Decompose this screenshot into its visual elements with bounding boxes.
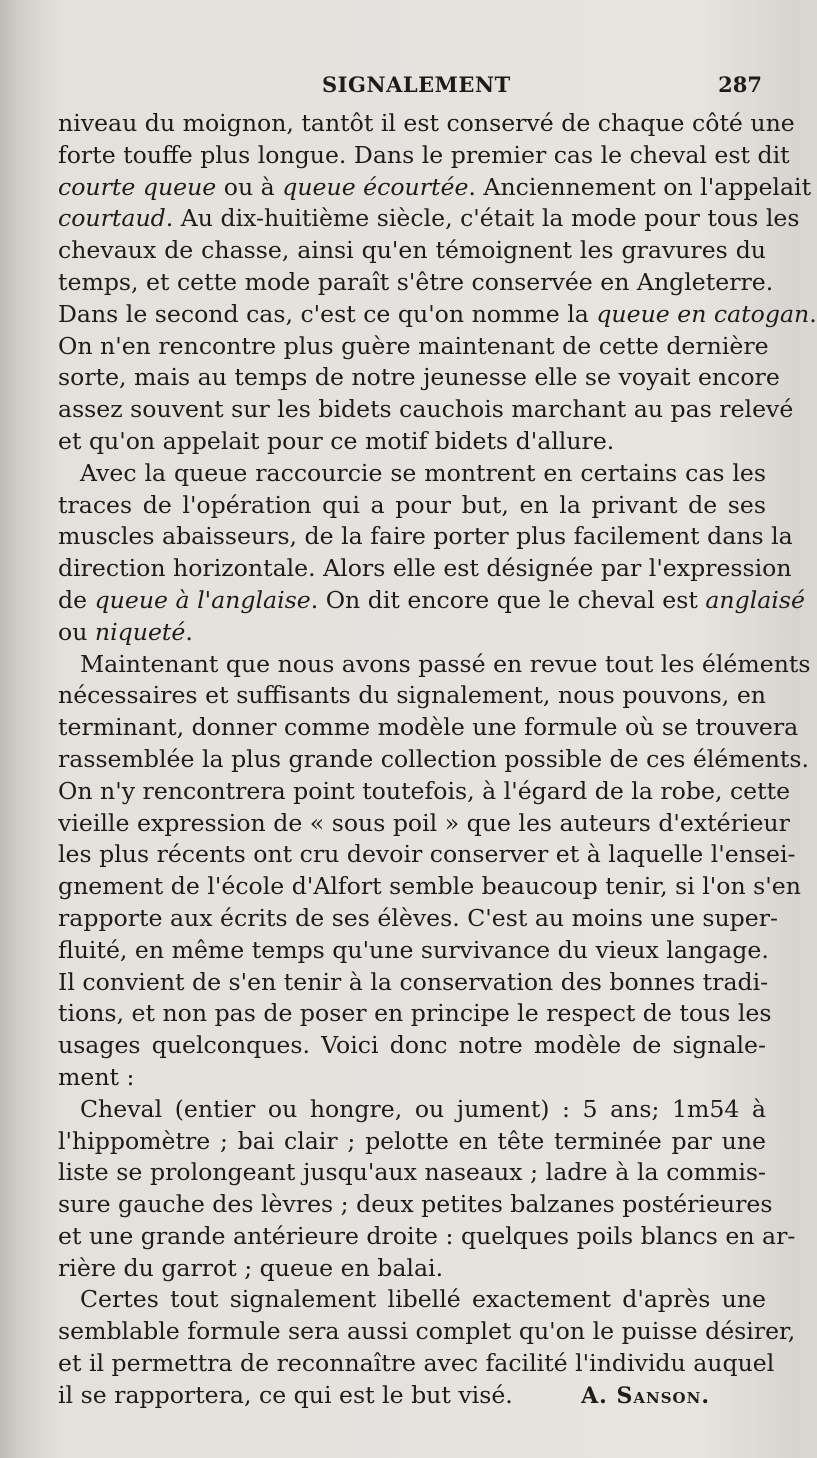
text-line xyxy=(58,1094,766,1126)
text-run: direction horizontale. Alors elle est désignée par l'expression xyxy=(58,554,792,583)
text-line xyxy=(58,1221,796,1253)
italic-term: queue en catogan xyxy=(596,299,810,328)
text-line xyxy=(58,1030,766,1062)
paragraph-p1 xyxy=(58,108,817,458)
text-run: On n'en rencontre plus guère maintenant de cette dernière xyxy=(58,331,769,360)
text-run: forte touffe plus longue. Dans le premier cas le cheval est dit xyxy=(58,140,790,169)
text-line xyxy=(58,426,766,458)
text-run: muscles abaisseurs, de la faire porter plus facilement dans la xyxy=(58,522,793,551)
author-signature xyxy=(581,1383,710,1409)
text-run: semblable formule sera aussi complet qu'on le puisse désirer, xyxy=(58,1317,796,1346)
text-run: rière du garrot ; queue en balai. xyxy=(58,1253,444,1282)
text-run: ou à xyxy=(216,172,283,201)
text-run: il se rapportera, ce qui est le but visé. xyxy=(58,1380,513,1409)
text-run: assez souvent sur les bidets cauchois marchant au pas relevé xyxy=(58,395,794,424)
text-run: vieille expression de « sous poil » que les auteurs d'extérieur xyxy=(58,808,790,837)
text-run: nécessaires et suffisants du signalement, nous pouvons, en xyxy=(58,681,766,710)
text-run: . xyxy=(809,299,817,328)
text-line xyxy=(58,521,793,553)
text-run: et qu'on appelait pour ce motif bidets d'allure. xyxy=(58,426,615,455)
text-run: . On dit encore que le cheval est xyxy=(310,585,706,614)
text-line xyxy=(58,967,769,999)
text-line xyxy=(58,712,799,744)
page-number: 287 xyxy=(718,72,762,97)
text-run: ou xyxy=(58,617,95,646)
italic-term: courte queue xyxy=(58,172,217,201)
text-line xyxy=(58,553,792,585)
text-line xyxy=(58,235,766,267)
text-run: et une grande antérieure droite : quelques poils blancs en ar- xyxy=(58,1221,796,1250)
text-run: terminant, donner comme modèle une formule où se trouvera xyxy=(58,713,799,742)
text-line xyxy=(58,331,769,363)
text-line xyxy=(58,394,794,426)
text-run: rassemblée la plus grande collection possible de ces éléments. xyxy=(58,744,809,773)
text-run: niveau du moignon, tantôt il est conservé de chaque côté une xyxy=(58,109,795,137)
author-name: Sanson. xyxy=(616,1383,710,1409)
body-text xyxy=(58,108,817,1412)
text-line xyxy=(58,1284,766,1316)
text-line xyxy=(58,839,796,871)
text-run: et il permettra de reconnaître avec facilité l'individu auquel xyxy=(58,1349,775,1378)
italic-term: anglaisé xyxy=(705,585,805,614)
text-run: . Anciennement on l'appelait xyxy=(468,172,812,201)
italic-term: niqueté xyxy=(94,617,186,646)
text-line xyxy=(58,649,811,681)
text-line xyxy=(58,362,780,394)
text-run: sure gauche des lèvres ; deux petites balzanes postérieures xyxy=(58,1190,773,1219)
text-line xyxy=(58,267,774,299)
text-line xyxy=(58,680,766,712)
text-line xyxy=(58,299,817,331)
text-run: . Au dix-huitième siècle, c'était la mode pour tous les xyxy=(165,204,800,233)
text-run: tions, et non pas de poser en principe le respect de tous les xyxy=(58,999,772,1028)
text-run: On n'y rencontrera point toutefois, à l'égard de la robe, cette xyxy=(58,776,791,805)
text-line xyxy=(58,140,790,172)
text-run: traces de l'opération qui a pour but, en la privant de ses xyxy=(58,490,766,519)
text-run: Maintenant que nous avons passé en revue tout les éléments xyxy=(80,649,811,678)
italic-term: queue à l'anglaise xyxy=(94,585,311,614)
text-line xyxy=(58,1316,796,1348)
text-run: Dans le second cas, c'est ce qu'on nomme la xyxy=(58,299,597,328)
text-run: de xyxy=(58,585,95,614)
italic-term: courtaud xyxy=(58,204,166,233)
text-line xyxy=(58,1157,766,1189)
text-line xyxy=(58,458,766,490)
text-line xyxy=(58,1189,773,1221)
text-line xyxy=(58,744,809,776)
paragraph-p3 xyxy=(58,649,811,1094)
text-line xyxy=(58,1348,775,1380)
text-run: chevaux de chasse, ainsi qu'en témoignent les gravures du xyxy=(58,236,766,265)
text-line xyxy=(58,808,790,840)
text-line xyxy=(58,1253,766,1285)
text-line xyxy=(58,490,766,522)
text-line xyxy=(58,871,801,903)
italic-term: queue écourtée xyxy=(282,172,469,201)
text-run: gnement de l'école d'Alfort semble beaucoup tenir, si l'on s'en xyxy=(58,872,801,901)
text-line xyxy=(58,1126,766,1158)
text-line xyxy=(58,172,812,204)
text-line xyxy=(58,1062,766,1094)
text-line xyxy=(58,585,805,617)
text-line xyxy=(58,617,766,649)
text-line xyxy=(58,935,769,967)
text-run: fluité, en même temps qu'une survivance du vieux langage. xyxy=(58,935,769,964)
text-line xyxy=(58,903,779,935)
paragraph-p2 xyxy=(58,458,805,649)
text-run: . xyxy=(185,617,193,646)
text-run: Avec la queue raccourcie se montrent en certains cas les xyxy=(80,458,766,487)
text-run: Cheval (entier ou hongre, ou jument) : 5 ans; 1m54 à xyxy=(80,1094,766,1123)
running-header xyxy=(60,72,762,102)
text-run: l'hippomètre ; bai clair ; pelotte en tête terminée par une xyxy=(58,1126,766,1155)
text-run: liste se prolongeant jusqu'aux naseaux ; ladre à la commis- xyxy=(58,1158,766,1187)
text-run: Certes tout signalement libellé exactement d'après une xyxy=(80,1285,766,1314)
text-line xyxy=(58,203,800,235)
text-run: temps, et cette mode paraît s'être conservée en Angleterre. xyxy=(58,267,774,296)
text-line xyxy=(58,776,791,808)
text-run: rapporte aux écrits de ses élèves. C'est au moins une super- xyxy=(58,903,779,932)
text-run: ment : xyxy=(58,1062,135,1091)
author-initial: A. xyxy=(581,1383,608,1409)
text-run: Il convient de s'en tenir à la conservation des bonnes tradi- xyxy=(58,967,769,996)
running-title: SIGNALEMENT xyxy=(322,72,511,97)
text-run: usages quelconques. Voici donc notre modèle de signale- xyxy=(58,1031,766,1060)
text-run: les plus récents ont cru devoir conserver et à laquelle l'ensei- xyxy=(58,840,796,869)
paragraph-p4 xyxy=(58,1094,796,1285)
text-run: sorte, mais au temps de notre jeunesse elle se voyait encore xyxy=(58,363,780,392)
text-line xyxy=(58,998,772,1030)
text-line xyxy=(58,108,795,140)
